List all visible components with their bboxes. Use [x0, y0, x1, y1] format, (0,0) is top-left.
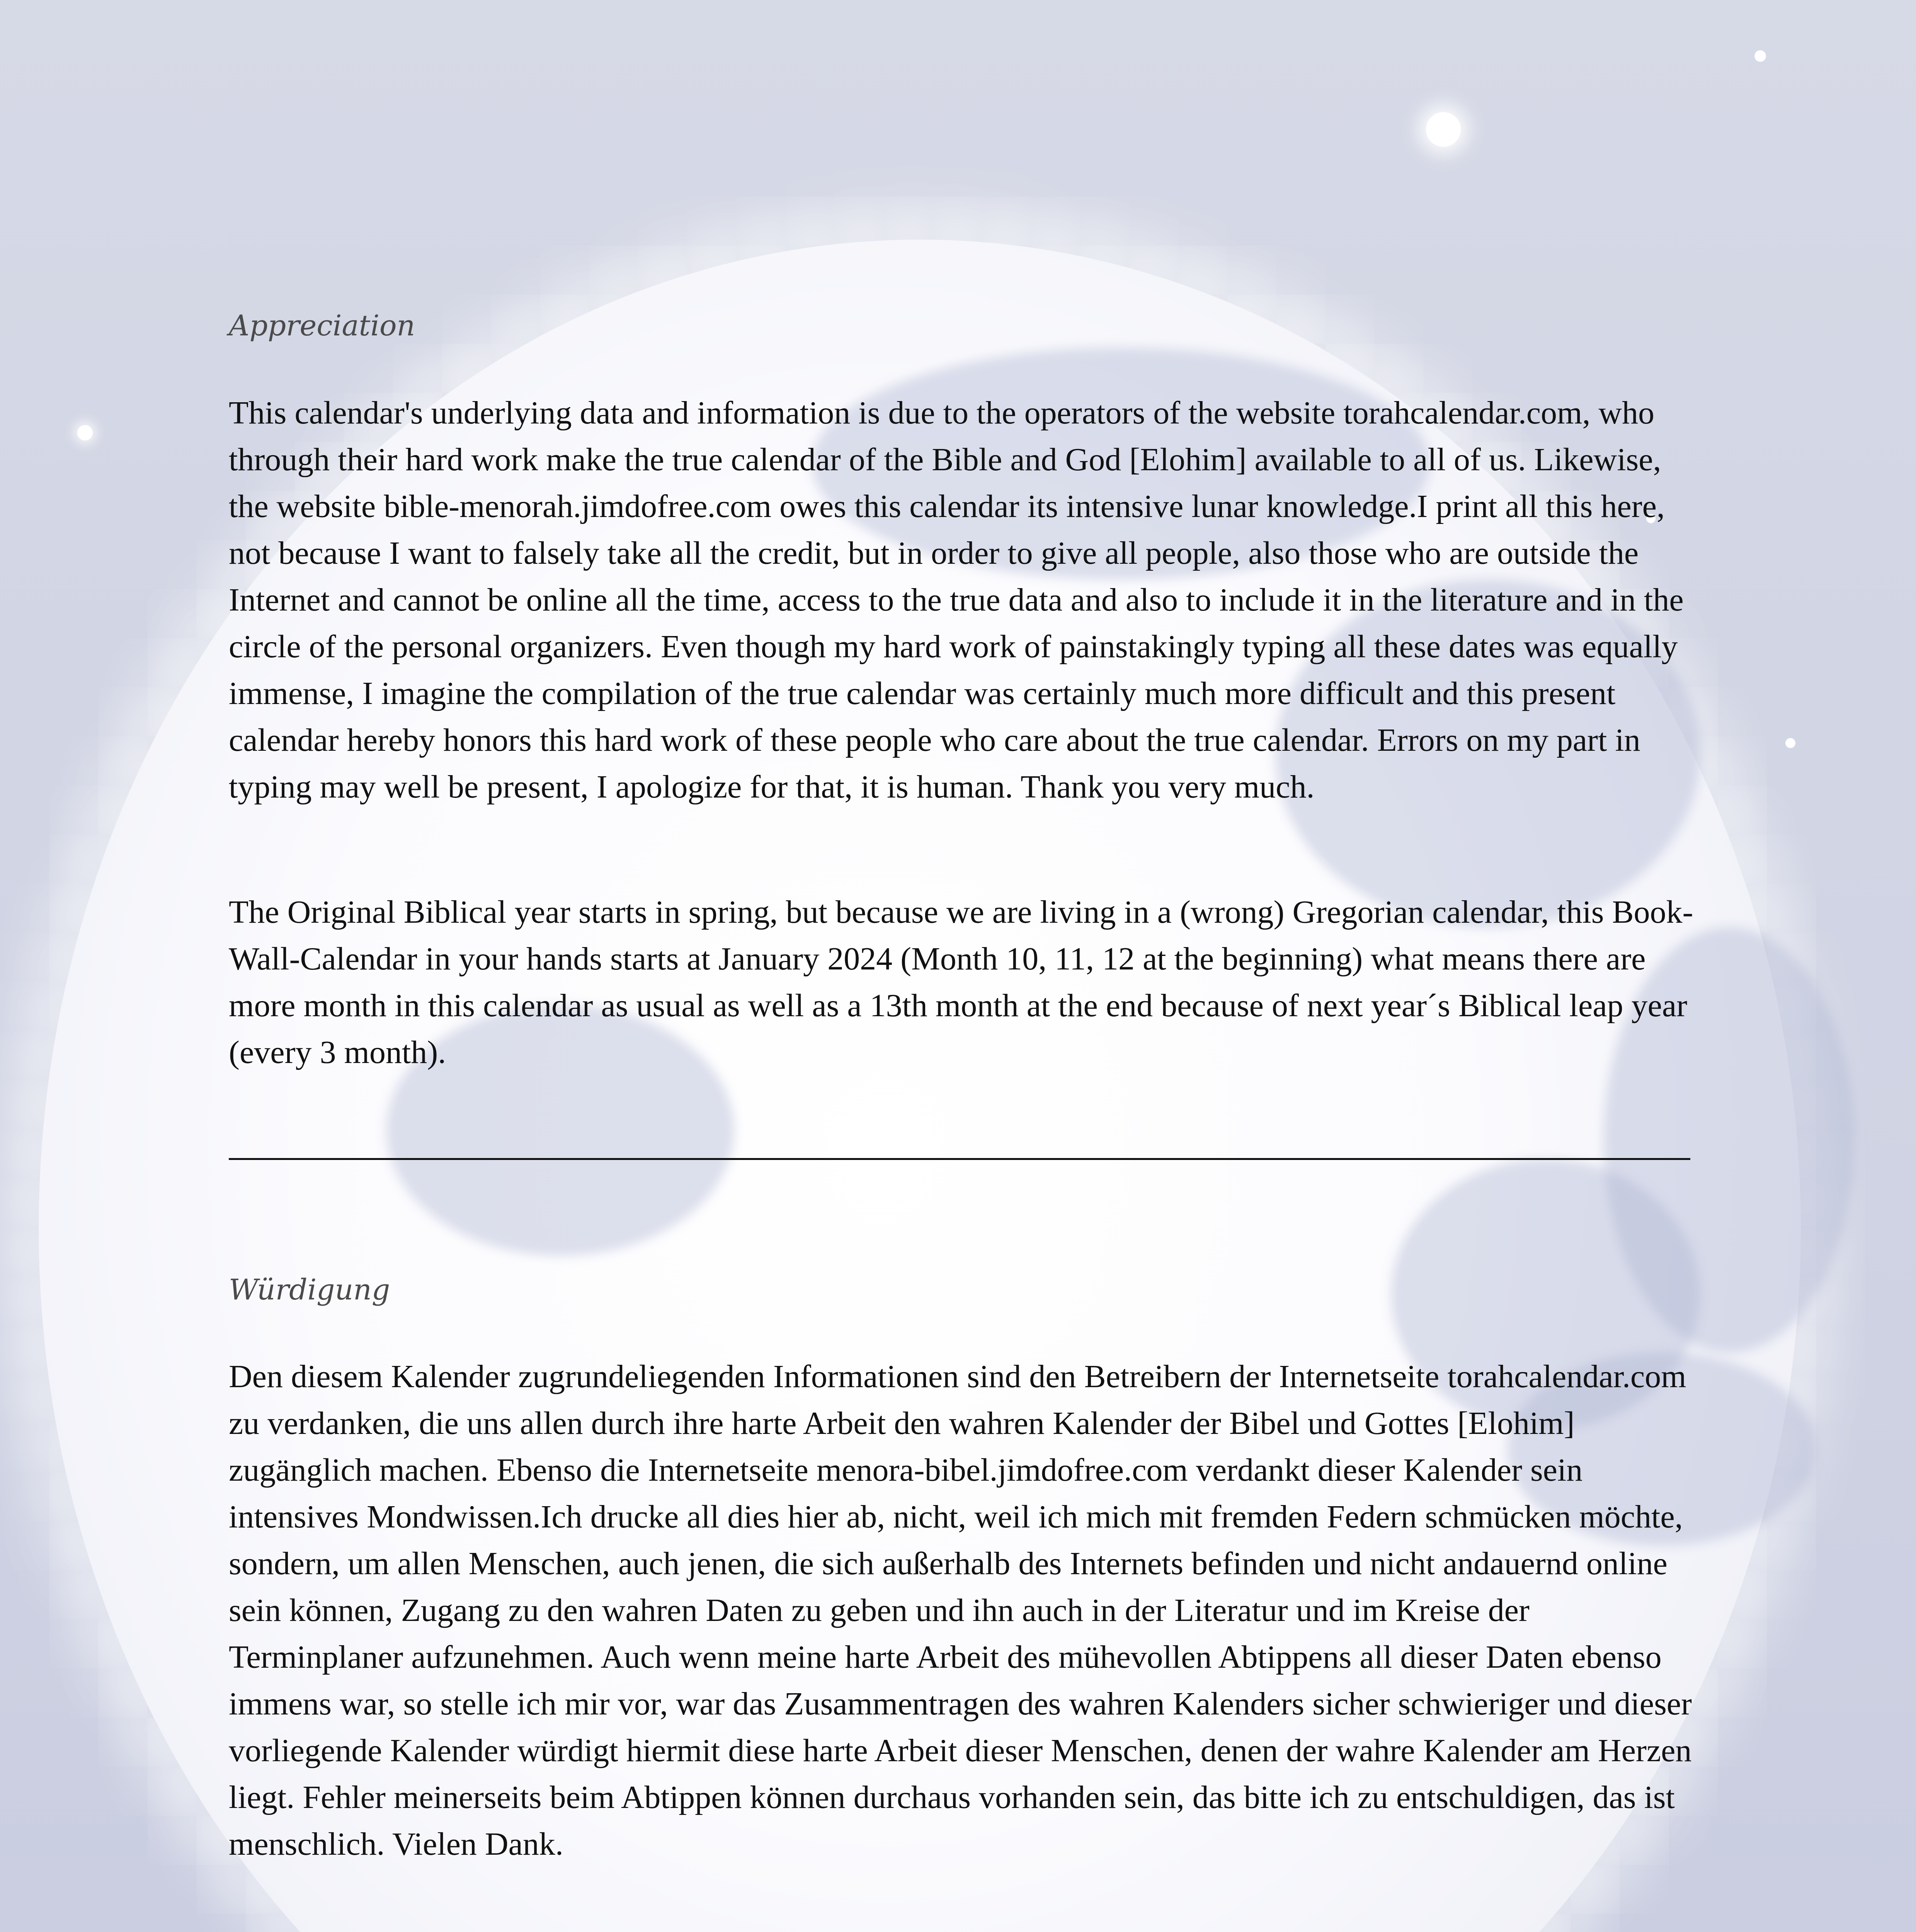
paragraph-appreciation-1: This calendar's underlying data and information is due to the operators of the website torahcalendar.com, who through their hard work make the true calendar of the Bible and God [Elohim] available to all of us. Likewise, the website bible-menorah.jimdofree.com owes this calendar its intensive lunar knowledge.I print all this here, not because I want to falsely take all the credit, but in order to give all people, also those who are outside the Internet and cannot be online all the time, access to the true data and also to include it in the literature and in the circle of the personal organizers. Even though my hard work of painstakingly typing all these dates was equally immense, I imagine the compilation of the true calendar was certainly much more difficult and this present calendar hereby honors this hard work of these people who care about the true calendar. Errors on my part in typing may well be present, I apologize for that, it is human. Thank you very much. [229, 395, 1684, 805]
heading-wuerdigung: Würdigung [229, 1273, 390, 1306]
star-sparkle [1785, 738, 1795, 748]
paragraph-appreciation-2: The Original Biblical year starts in spring, but because we are living in a (wrong) Gregorian calendar, this Book-Wall-Calendar in your hands starts at January 2024 (Month 10, 11, 12 at the beginning) what means there are more month in this calendar as usual as well as a 13th month at the end because of next year´s Biblical leap year (every 3 month). [229, 894, 1693, 1070]
heading-appreciation: Appreciation [229, 309, 415, 342]
paragraph-wuerdigung-1: Den diesem Kalender zugrundeliegenden Informationen sind den Betreibern der Internetseite torahcalendar.com zu verdanken, die uns allen durch ihre harte Arbeit den wahren Kalender der Bibel und Gottes [Elohim] zugänglich machen. Ebenso die Internetseite menora-bibel.jimdofree.com verdankt dieser Kalender sein intensives Mondwissen.Ich drucke all dies hier ab, nicht, weil ich mich mit fremden Federn schmücken möchte, sondern, um allen Menschen, auch jenen, die sich außerhalb des Internets befinden und nicht andauernd online sein können, Zugang zu den wahren Daten zu geben und ihn auch in der Literatur und im Kreise der Terminplaner aufzunehmen. Auch wenn meine harte Arbeit des mühevollen Abtippens all dieser Daten ebenso immens war, so stelle ich mir vor, war das Zusammentragen des wahren Kalenders sicher schwieriger und dieser vorliegende Kalender würdigt hiermit diese harte Arbeit dieser Menschen, denen der wahre Kalender am Herzen liegt. Fehler meinerseits beim Abtippen können durchaus vorhanden sein, das bitte ich zu entschuldigen, das ist menschlich. Vielen Dank. [229, 1359, 1692, 1862]
star-sparkle [77, 425, 93, 440]
section-divider [229, 1158, 1690, 1160]
star-sparkle [1426, 112, 1461, 147]
star-sparkle [1754, 50, 1766, 62]
